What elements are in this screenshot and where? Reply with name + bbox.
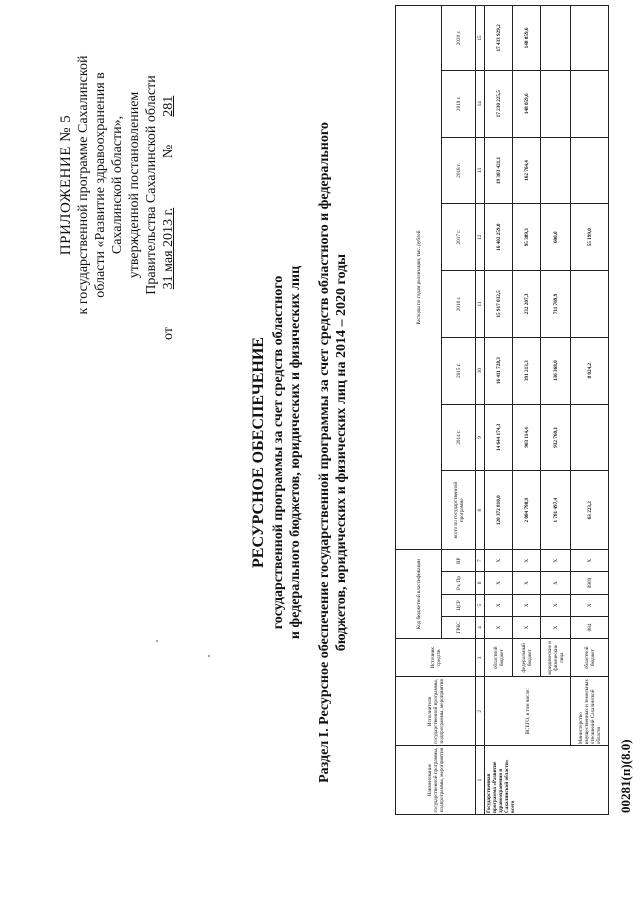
row-grbs: Х (541, 616, 571, 638)
row-value: 232 207,3 (513, 271, 541, 338)
header-grbs: ГРБС (442, 616, 476, 638)
row-value: 55 199,0 (571, 204, 609, 271)
row-value: 19 303 421,1 (485, 137, 513, 204)
total-label: ВСЕГО, в том числе: (485, 677, 571, 746)
row-value: 95 389,3 (513, 204, 541, 271)
row-vr: Х (513, 550, 541, 572)
row-value: 148 059,6 (513, 6, 541, 71)
row-value: 600,0 (541, 204, 571, 271)
row-value (571, 271, 609, 338)
col-number: 12 (476, 204, 485, 271)
resource-subtitle (270, 0, 304, 905)
row-source: федеральный бюджет (513, 639, 541, 677)
header-expenses: Расходы по годам реализации, тыс. рублей (396, 6, 442, 550)
row-csr: Х (541, 594, 571, 616)
row-value (571, 404, 609, 471)
row-value (541, 137, 571, 204)
row-value: 15 917 032,5 (485, 271, 513, 338)
row-value (541, 70, 571, 137)
row-grbs: Х (485, 616, 513, 638)
col-number: 6 (476, 572, 485, 594)
appendix-line: Правительства Сахалинской области (144, 75, 159, 295)
row-csr: Х (513, 594, 541, 616)
row-value: 136 368,0 (541, 337, 571, 404)
row-value: 16 402 259,0 (485, 204, 513, 271)
header-executor: Исполнители государственной программы, подпрограммы, мероприятия (396, 677, 476, 746)
approval-date: 31 мая 2013 г. (161, 207, 176, 290)
appendix-line: Сахалинской области», (110, 115, 125, 255)
row-value: 8 024,2 (571, 337, 609, 404)
row-value: 17 433 929,2 (485, 6, 513, 71)
resource-table (395, 5, 609, 815)
col-number: 15 (476, 6, 485, 71)
header-vr: ВР (442, 550, 476, 572)
row-rzpr: Х (485, 572, 513, 594)
section-heading (316, 0, 350, 905)
row-value: 17 230 225,5 (485, 70, 513, 137)
col-number: 2 (476, 677, 485, 746)
row-total: 2 084 798,9 (513, 471, 541, 550)
resource-subtitle-line: и федерального бюджетов, юридических и физических лиц (288, 265, 303, 640)
row-vr: Х (485, 550, 513, 572)
col-number: 3 (476, 639, 485, 677)
row-value: 162 764,4 (513, 137, 541, 204)
col-number: 7 (476, 550, 485, 572)
appendix-date-line (160, 20, 177, 350)
row-grbs: 084 (571, 616, 609, 638)
header-source: Источник средств (396, 639, 476, 677)
row-value (571, 6, 609, 71)
ministry-executor: Министерство имущественных и земельных отношений Сахалинской области (571, 677, 609, 746)
row-value (571, 137, 609, 204)
header-name: Наименование государственной программы, подпрограммы, мероприятия (396, 746, 476, 815)
appendix-line: к государственной программе Сахалинской (76, 55, 91, 315)
column-numbers-row (476, 6, 485, 815)
table-row (571, 6, 609, 815)
row-source: юридические и физические лица (541, 639, 571, 677)
header-rzpr: Рз, Пр (442, 572, 476, 594)
col-number: 5 (476, 594, 485, 616)
row-rzpr: Х (513, 572, 541, 594)
row-grbs: Х (513, 616, 541, 638)
row-value: 711 769,9 (541, 271, 571, 338)
header-year: 2018 г. (442, 137, 476, 204)
row-total: 1 781 497,4 (541, 471, 571, 550)
row-value (541, 6, 571, 71)
date-prefix: от (161, 327, 176, 340)
col-number: 13 (476, 137, 485, 204)
col-number: 4 (476, 616, 485, 638)
header-year: 2020 г. (442, 6, 476, 71)
col-number: 10 (476, 337, 485, 404)
appendix-line: утвержденной постановлением (127, 91, 142, 279)
header-budget-code: Код бюджетной классификации (396, 550, 442, 639)
row-value (571, 70, 609, 137)
header-year: 2014 г. (442, 404, 476, 471)
section-heading-line: бюджетов, юридических и физических лиц на 2014 – 2020 годы (334, 253, 349, 652)
footer-code: 00281(п)(8.0) (618, 739, 633, 813)
row-value: 932 760,1 (541, 404, 571, 471)
header-year: 2017 г. (442, 204, 476, 271)
header-year: 2016 г. (442, 271, 476, 338)
row-value: 14 644 174,3 (485, 404, 513, 471)
row-csr: Х (485, 594, 513, 616)
row-source: областной бюджет (485, 639, 513, 677)
row-source: областной бюджет (571, 639, 609, 677)
row-vr: Х (571, 550, 609, 572)
row-total: 63 223,2 (571, 471, 609, 550)
header-total: всего по государственной программе (442, 471, 476, 550)
row-value: 903 114,4 (513, 404, 541, 471)
row-rzpr: Х (541, 572, 571, 594)
col-number: 14 (476, 70, 485, 137)
header-csr: ЦСР (442, 594, 476, 616)
row-vr: Х (541, 550, 571, 572)
number-prefix: № (161, 144, 176, 159)
row-value: 391 213,3 (513, 337, 541, 404)
header-year: 2019 г. (442, 70, 476, 137)
row-value: 16 411 728,3 (485, 337, 513, 404)
approval-number: 281 (161, 95, 176, 117)
table-row (485, 6, 513, 815)
appendix-block (58, 20, 177, 350)
row-value: 148 059,6 (513, 70, 541, 137)
appendix-title: ПРИЛОЖЕНИЕ № 5 (58, 114, 74, 256)
row-total: 120 372 810,0 (485, 471, 513, 550)
appendix-line: области «Развитие здравоохранения в (93, 72, 108, 298)
resource-title: РЕСУРСНОЕ ОБЕСПЕЧЕНИЕ (250, 337, 267, 568)
row-csr: Х (571, 594, 609, 616)
row-rzpr: 0909 (571, 572, 609, 594)
resource-subtitle-line: государственной программы за счет средств областного (271, 275, 286, 630)
col-number: 11 (476, 271, 485, 338)
col-number: 1 (476, 746, 485, 815)
section-heading-line: Раздел I. Ресурсное обеспечение государственной программы за счет средств областного и федерального (317, 122, 332, 783)
col-number: 9 (476, 404, 485, 471)
program-name: Государственная программа «Развитие здравоохранения в Сахалинской области» всего (485, 746, 609, 815)
header-year: 2015 г. (442, 337, 476, 404)
col-number: 8 (476, 471, 485, 550)
